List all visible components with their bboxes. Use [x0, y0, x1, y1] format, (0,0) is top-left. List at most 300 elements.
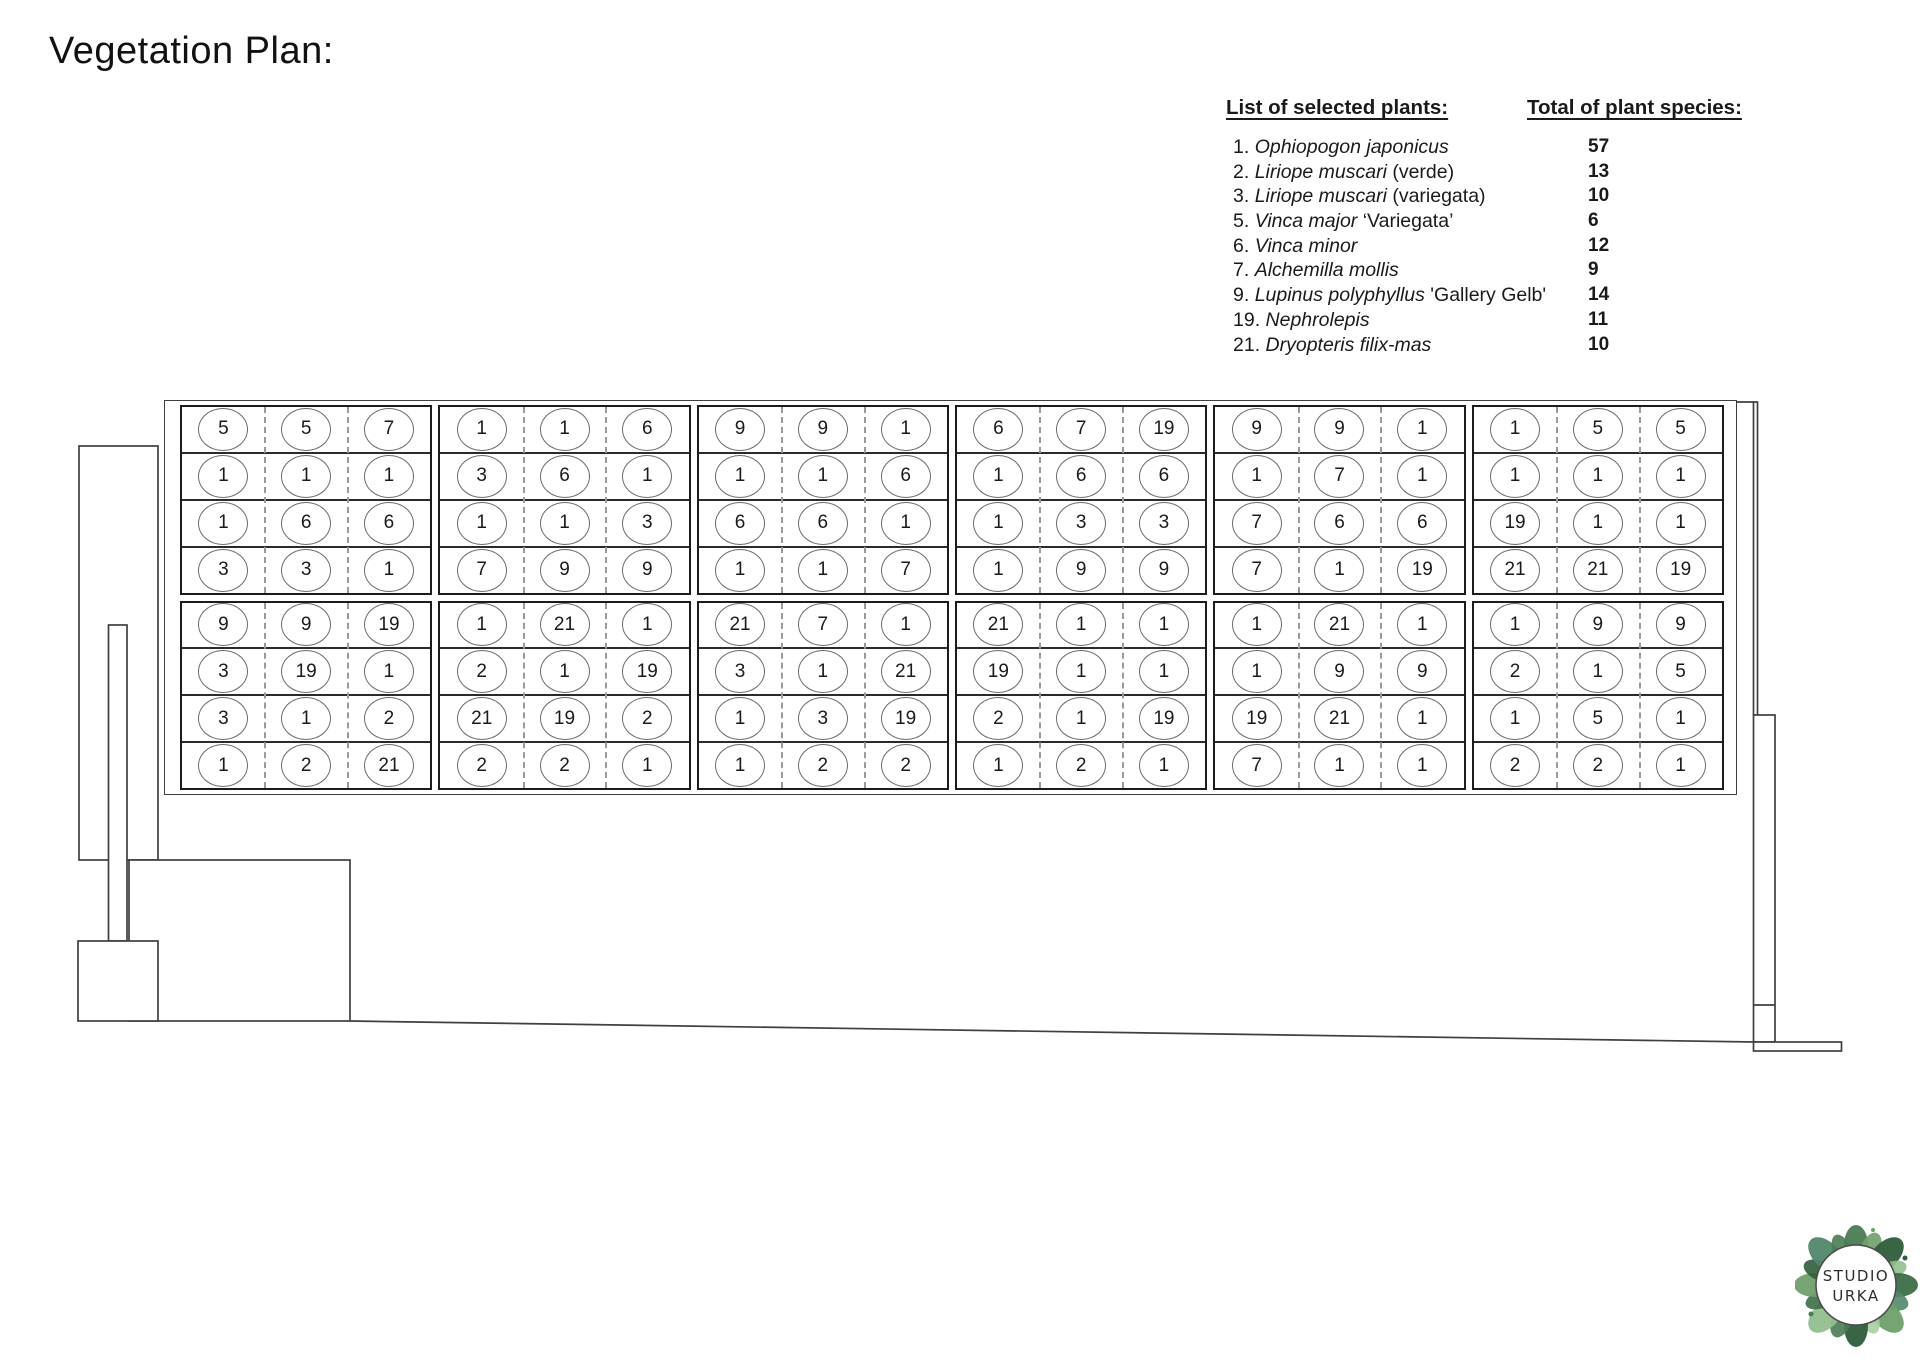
panel-cell — [1381, 696, 1464, 741]
plant-circle: 1 — [1397, 603, 1447, 646]
plant-circle: 2 — [973, 697, 1023, 740]
plant-species-name: Alchemilla mollis — [1254, 259, 1399, 282]
plant-species-name: Lupinus polyphyllus — [1254, 284, 1425, 307]
panel-cell — [1556, 548, 1639, 593]
plant-circle: 9 — [715, 408, 765, 451]
plant-circle: 1 — [540, 408, 590, 451]
plant-circle: 3 — [798, 697, 848, 740]
panel-row — [957, 548, 1205, 593]
panel-cell — [606, 696, 689, 741]
plant-circle: 21 — [715, 603, 765, 646]
plant-circle: 6 — [1139, 455, 1189, 498]
plant-circle: 2 — [1490, 650, 1540, 693]
panel-cell — [348, 649, 431, 694]
plant-circle: 9 — [540, 549, 590, 592]
panel-2-section-bottom — [438, 601, 690, 791]
plant-circle: 1 — [1056, 603, 1106, 646]
panel-cell — [1639, 603, 1722, 648]
plant-circle: 7 — [1314, 455, 1364, 498]
plant-circle: 9 — [1232, 408, 1282, 451]
plant-circle: 5 — [1656, 408, 1706, 451]
panel-cell — [864, 407, 947, 452]
plant-total-count: 57 — [1588, 136, 1610, 157]
plant-circle: 1 — [1056, 697, 1106, 740]
plant-circle: 1 — [1139, 744, 1189, 787]
panel-cell — [864, 743, 947, 788]
plant-circle: 1 — [457, 603, 507, 646]
panel-cell — [699, 454, 782, 499]
plant-circle: 2 — [281, 744, 331, 787]
panel-row — [1215, 501, 1463, 548]
legend-header-list: List of selected plants: — [1226, 96, 1449, 119]
plant-circle: 5 — [1573, 697, 1623, 740]
plant-circle: 1 — [1056, 650, 1106, 693]
panel-row — [699, 696, 947, 743]
panel-cell — [523, 407, 606, 452]
plant-circle: 7 — [1232, 744, 1282, 787]
panel-row — [182, 548, 430, 593]
plant-label — [1233, 235, 1357, 258]
panel-cell — [440, 743, 523, 788]
panel-cell — [781, 649, 864, 694]
panel-cell — [699, 407, 782, 452]
panel-cell — [606, 501, 689, 546]
legend-item-5 — [1226, 210, 1796, 235]
plant-label — [1233, 136, 1449, 159]
panel-cell — [1123, 649, 1206, 694]
plant-circle: 1 — [1139, 603, 1189, 646]
panel-3 — [697, 405, 949, 790]
panel-cell — [1639, 649, 1722, 694]
panel-cell — [1474, 696, 1557, 741]
panel-row — [1474, 696, 1722, 743]
panel-cell — [957, 548, 1040, 593]
panel-cell — [1298, 454, 1381, 499]
panel-row — [182, 696, 430, 743]
panel-row — [957, 603, 1205, 650]
panel-row — [699, 407, 947, 454]
panel-row — [699, 454, 947, 501]
plant-circle: 21 — [1314, 603, 1364, 646]
panel-cell — [1639, 407, 1722, 452]
plant-species-name: Vinca major — [1254, 210, 1358, 233]
panel-cell — [1639, 548, 1722, 593]
panel-cell — [523, 454, 606, 499]
plant-label — [1233, 309, 1370, 332]
plant-circle: 3 — [198, 650, 248, 693]
panel-cell — [1040, 696, 1123, 741]
panel-row — [1474, 548, 1722, 593]
right-post-upper — [1754, 402, 1758, 715]
panel-cell — [1123, 407, 1206, 452]
panel-cell — [1556, 407, 1639, 452]
ground-line — [350, 1021, 1754, 1042]
plant-circle: 19 — [973, 650, 1023, 693]
plant-circle: 1 — [973, 549, 1023, 592]
plant-circle: 1 — [1397, 455, 1447, 498]
panel-cell — [265, 548, 348, 593]
plant-circle: 19 — [881, 697, 931, 740]
plant-number: 21. — [1233, 333, 1266, 356]
panel-cell — [1215, 603, 1298, 648]
plant-circle: 2 — [457, 650, 507, 693]
plant-circle: 9 — [1056, 549, 1106, 592]
plant-circle: 6 — [1056, 455, 1106, 498]
plant-number: 19. — [1233, 308, 1266, 331]
panel-cell — [1123, 743, 1206, 788]
plant-circle: 7 — [1232, 502, 1282, 545]
panel-cell — [1474, 407, 1557, 452]
panel-cell — [606, 649, 689, 694]
panel-cell — [265, 743, 348, 788]
plant-circle: 19 — [1139, 697, 1189, 740]
panel-cell — [182, 649, 265, 694]
page-title: Vegetation Plan: — [49, 30, 334, 72]
plant-circle: 2 — [1573, 744, 1623, 787]
plant-circle: 2 — [881, 744, 931, 787]
plant-circle: 6 — [798, 502, 848, 545]
panel-row — [957, 649, 1205, 696]
panel-cell — [1298, 696, 1381, 741]
panel-cell — [348, 743, 431, 788]
plant-circle: 1 — [715, 549, 765, 592]
plant-label — [1233, 259, 1399, 282]
panel-cell — [957, 649, 1040, 694]
plant-total-count: 6 — [1588, 210, 1599, 232]
panel-cell — [1298, 603, 1381, 648]
panel-row — [440, 501, 688, 548]
panel-cell — [1215, 407, 1298, 452]
panel-row — [440, 454, 688, 501]
plant-species-name: Nephrolepis — [1265, 308, 1370, 331]
panel-cell — [1556, 501, 1639, 546]
panel-cell — [1040, 603, 1123, 648]
plant-circle: 1 — [1490, 697, 1540, 740]
plant-circle: 19 — [540, 697, 590, 740]
legend-headers — [1226, 96, 1796, 136]
plant-circle: 1 — [540, 650, 590, 693]
panel-2 — [438, 405, 690, 790]
panel-cell — [606, 454, 689, 499]
panel-4 — [955, 405, 1207, 790]
plant-circle: 19 — [1139, 408, 1189, 451]
plant-number: 7. — [1233, 259, 1255, 282]
panel-cell — [1123, 501, 1206, 546]
plant-species-name: Vinca minor — [1254, 234, 1358, 257]
panel-cell — [699, 696, 782, 741]
plant-circle: 9 — [281, 603, 331, 646]
plant-circle: 1 — [1490, 408, 1540, 451]
panel-cell — [182, 603, 265, 648]
plant-variety-suffix: 'Gallery Gelb' — [1424, 284, 1547, 307]
plant-circle: 6 — [881, 455, 931, 498]
panel-row — [1215, 407, 1463, 454]
plant-circle: 7 — [364, 408, 414, 451]
panel-cell — [1639, 743, 1722, 788]
legend-item-21 — [1226, 334, 1796, 359]
plant-circle: 1 — [1232, 455, 1282, 498]
panel-row — [699, 501, 947, 548]
panel-cell — [348, 407, 431, 452]
plant-label — [1233, 284, 1546, 307]
plant-circle: 1 — [881, 502, 931, 545]
panel-cell — [1381, 603, 1464, 648]
panel-cell — [1381, 454, 1464, 499]
plant-circle: 3 — [1139, 502, 1189, 545]
panel-row — [182, 603, 430, 650]
plant-circle: 5 — [1573, 408, 1623, 451]
panel-cell — [523, 696, 606, 741]
panel-cell — [182, 407, 265, 452]
panel-row — [182, 407, 430, 454]
plant-circle: 1 — [1314, 549, 1364, 592]
plant-circle: 21 — [1490, 549, 1540, 592]
panel-cell — [1040, 454, 1123, 499]
plant-circle: 1 — [881, 603, 931, 646]
plant-circle: 2 — [622, 697, 672, 740]
plant-circle: 3 — [715, 650, 765, 693]
plant-circle: 6 — [540, 455, 590, 498]
panel-row — [699, 603, 947, 650]
panel-row — [957, 501, 1205, 548]
panel-cell — [1381, 548, 1464, 593]
panel-cell — [265, 649, 348, 694]
panel-row — [1215, 454, 1463, 501]
plant-number: 3. — [1233, 185, 1255, 208]
panel-cell — [864, 649, 947, 694]
panel-cell — [348, 548, 431, 593]
legend-items — [1226, 136, 1796, 358]
panel-cell — [1123, 696, 1206, 741]
plant-circle: 1 — [198, 744, 248, 787]
plant-circle: 3 — [457, 455, 507, 498]
plant-species-name: Liriope muscari — [1254, 185, 1387, 208]
right-foot — [1754, 1042, 1842, 1051]
panel-4-section-bottom — [955, 601, 1207, 791]
panel-row — [440, 407, 688, 454]
panel-cell — [606, 603, 689, 648]
plant-circle: 6 — [715, 502, 765, 545]
plant-number: 5. — [1233, 210, 1255, 233]
plant-circle: 19 — [1490, 502, 1540, 545]
right-post-lower — [1754, 715, 1776, 1042]
plant-circle: 5 — [1656, 650, 1706, 693]
panel-4-section-top — [955, 405, 1207, 595]
panel-row — [1474, 454, 1722, 501]
panel-cell — [265, 454, 348, 499]
plant-total-count: 10 — [1588, 185, 1610, 207]
panel-cell — [1381, 649, 1464, 694]
panel-1-section-bottom — [180, 601, 432, 791]
panel-cell — [864, 603, 947, 648]
panel-cell — [1040, 407, 1123, 452]
plant-species-name: Liriope muscari — [1254, 160, 1387, 183]
plant-circle: 21 — [457, 697, 507, 740]
plant-circle: 1 — [1656, 744, 1706, 787]
plant-circle: 1 — [622, 744, 672, 787]
panel-row — [440, 743, 688, 788]
plant-circle: 1 — [798, 650, 848, 693]
panel-cell — [1298, 548, 1381, 593]
plant-total-count: 13 — [1588, 160, 1610, 182]
plant-circle: 7 — [457, 549, 507, 592]
logo-badge — [1816, 1245, 1896, 1325]
plant-circle: 7 — [881, 549, 931, 592]
panel-6-section-top — [1472, 405, 1724, 595]
plant-circle: 9 — [1314, 650, 1364, 693]
panel-cell — [1215, 548, 1298, 593]
plant-circle: 1 — [1573, 455, 1623, 498]
logo-text-line1: STUDIO — [1822, 1267, 1890, 1285]
panel-cell — [1556, 743, 1639, 788]
plant-circle: 2 — [1490, 744, 1540, 787]
panel-cell — [781, 743, 864, 788]
panel-cell — [265, 407, 348, 452]
panel-cell — [1639, 696, 1722, 741]
logo-text-line2: URKA — [1832, 1287, 1880, 1305]
panel-cell — [957, 743, 1040, 788]
left-footing — [78, 941, 158, 1021]
panel-row — [957, 743, 1205, 788]
panel-cell — [1040, 501, 1123, 546]
plant-circle: 1 — [1397, 697, 1447, 740]
panel-cell — [781, 407, 864, 452]
panel-cell — [440, 454, 523, 499]
plant-circle: 1 — [1314, 744, 1364, 787]
left-column — [109, 625, 128, 941]
panel-cell — [781, 548, 864, 593]
panel-cell — [864, 696, 947, 741]
panel-cell — [1215, 501, 1298, 546]
panel-cell — [440, 548, 523, 593]
panel-1-section-top — [180, 405, 432, 595]
plant-circle: 19 — [1397, 549, 1447, 592]
panel-row — [1215, 603, 1463, 650]
plant-circle: 6 — [622, 408, 672, 451]
plant-variety-suffix: (variegata) — [1386, 185, 1486, 208]
panel-cell — [348, 696, 431, 741]
plant-circle: 7 — [798, 603, 848, 646]
panel-row — [1215, 649, 1463, 696]
panel-5-section-top — [1213, 405, 1465, 595]
panel-cell — [1556, 696, 1639, 741]
plant-circle: 1 — [198, 502, 248, 545]
panel-cell — [606, 407, 689, 452]
panel-row — [1215, 696, 1463, 743]
plant-number: 9. — [1233, 284, 1255, 307]
plant-circle: 1 — [1573, 650, 1623, 693]
plant-circle: 1 — [1232, 650, 1282, 693]
plant-circle: 1 — [715, 455, 765, 498]
panel-3-section-top — [697, 405, 949, 595]
left-wall — [79, 446, 158, 860]
panel-cell — [1556, 603, 1639, 648]
plant-circle: 1 — [281, 697, 331, 740]
plant-circle: 5 — [281, 408, 331, 451]
plant-circle: 1 — [457, 502, 507, 545]
plant-circle: 21 — [1573, 549, 1623, 592]
plant-circle: 7 — [1232, 549, 1282, 592]
panel-cell — [1474, 649, 1557, 694]
plant-number: 2. — [1233, 160, 1255, 183]
plant-circle: 3 — [281, 549, 331, 592]
plant-circle: 1 — [622, 603, 672, 646]
panel-cell — [182, 696, 265, 741]
plant-circle: 1 — [715, 744, 765, 787]
panel-row — [957, 407, 1205, 454]
panel-3-section-bottom — [697, 601, 949, 791]
panel-cell — [1215, 649, 1298, 694]
panel-cell — [1474, 743, 1557, 788]
legend-header-total: Total of plant species: — [1527, 96, 1742, 119]
panel-cell — [606, 743, 689, 788]
plant-label — [1233, 334, 1431, 357]
panel-cell — [523, 603, 606, 648]
plant-legend — [1226, 96, 1796, 356]
plant-circle: 2 — [364, 697, 414, 740]
panel-row — [1474, 743, 1722, 788]
plant-circle: 3 — [1056, 502, 1106, 545]
panel-cell — [864, 501, 947, 546]
panel-row — [1474, 501, 1722, 548]
plant-number: 6. — [1233, 234, 1255, 257]
plant-circle: 1 — [281, 455, 331, 498]
panel-cell — [440, 603, 523, 648]
panel-cell — [1123, 454, 1206, 499]
plant-species-name: Dryopteris filix-mas — [1265, 333, 1432, 356]
panel-cell — [1556, 649, 1639, 694]
panel-cell — [606, 548, 689, 593]
panel-cell — [1639, 454, 1722, 499]
plant-circle: 1 — [973, 744, 1023, 787]
panel-row — [1215, 743, 1463, 788]
panel-cell — [1298, 407, 1381, 452]
plant-circle: 1 — [1397, 744, 1447, 787]
panel-cell — [1298, 743, 1381, 788]
studio-urka-logo — [1795, 1224, 1919, 1348]
panel-cell — [1040, 548, 1123, 593]
plant-circle: 1 — [1656, 455, 1706, 498]
plant-number: 1. — [1233, 136, 1255, 158]
plant-circle: 1 — [1656, 697, 1706, 740]
plant-circle: 1 — [1656, 502, 1706, 545]
plant-circle: 9 — [198, 603, 248, 646]
plant-total-count: 9 — [1588, 259, 1599, 281]
plant-label — [1233, 161, 1454, 184]
legend-item-3 — [1226, 185, 1796, 210]
panel-5 — [1213, 405, 1465, 790]
panel-cell — [348, 603, 431, 648]
plant-circle: 1 — [1490, 455, 1540, 498]
panel-row — [699, 649, 947, 696]
panel-cell — [1215, 454, 1298, 499]
plant-label — [1233, 210, 1453, 233]
legend-item-1 — [1226, 136, 1796, 161]
legend-item-19 — [1226, 309, 1796, 334]
panel-2-section-top — [438, 405, 690, 595]
panel-cell — [182, 548, 265, 593]
plant-circle: 1 — [881, 408, 931, 451]
plant-variety-suffix: ‘Variegata’ — [1357, 210, 1454, 233]
panel-cell — [182, 454, 265, 499]
panel-cell — [781, 603, 864, 648]
panel-cell — [781, 501, 864, 546]
plant-circle: 1 — [1139, 650, 1189, 693]
panel-cell — [523, 501, 606, 546]
plant-total-count: 11 — [1588, 308, 1609, 330]
panel-cell — [699, 548, 782, 593]
panel-cell — [1474, 603, 1557, 648]
